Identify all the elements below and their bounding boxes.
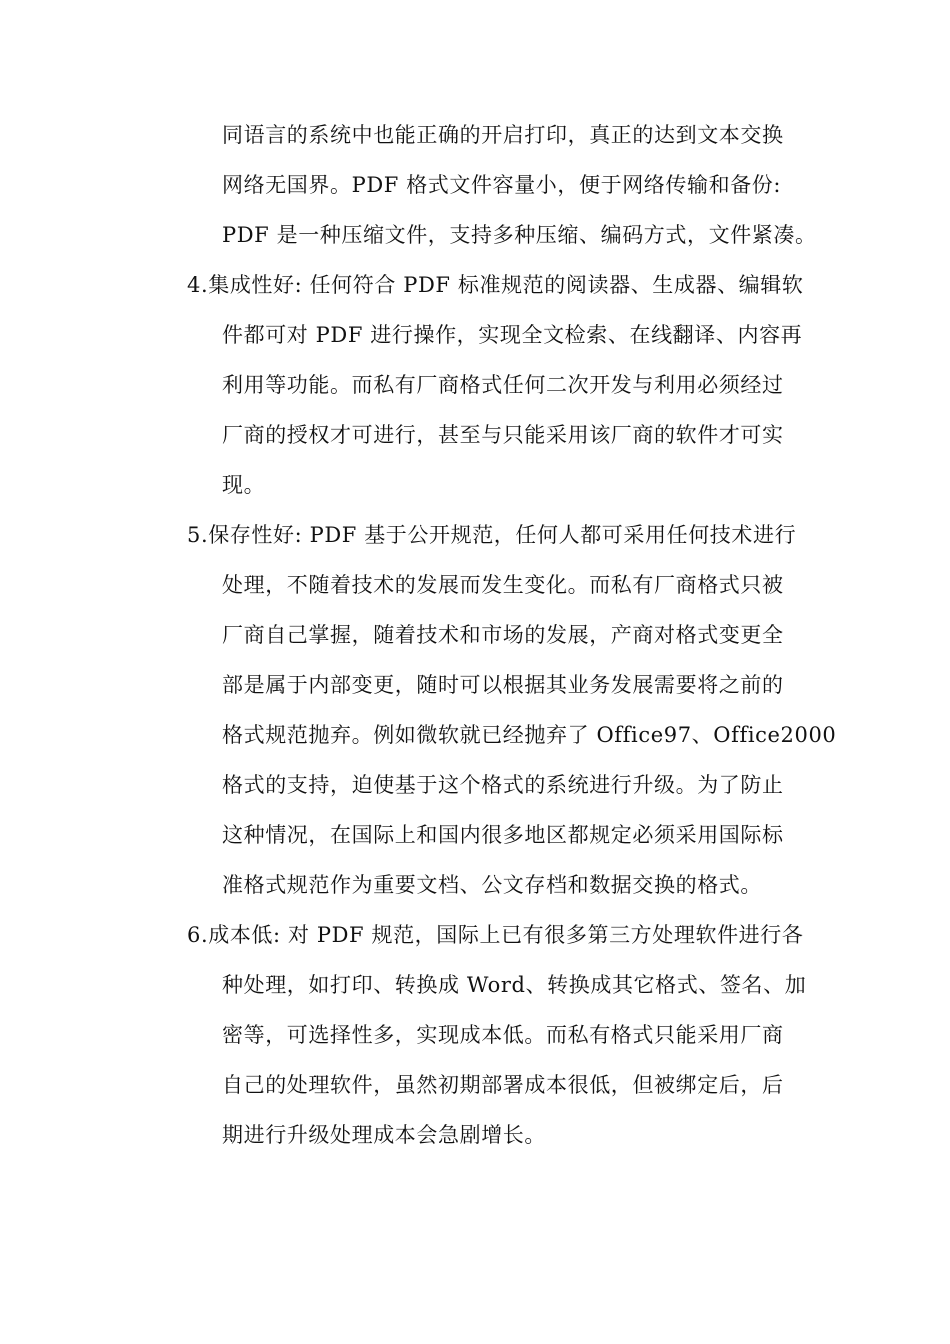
text-line: 密等，可选择性多，实现成本低。而私有格式只能采用厂商	[222, 1023, 784, 1047]
text-line: 格式的支持，迫使基于这个格式的系统进行升级。为了防止	[222, 773, 784, 797]
text-line: 厂商的授权才可进行，甚至与只能采用该厂商的软件才可实	[222, 423, 784, 447]
list-item-5-heading: 5.保存性好: PDF 基于公开规范，任何人都可采用任何技术进行	[187, 523, 797, 547]
text-line: 网络无国界。PDF 格式文件容量小，便于网络传输和备份:	[222, 173, 782, 197]
text-line: 同语言的系统中也能正确的开启打印，真正的达到文本交换	[222, 123, 784, 147]
text-line: 期进行升级处理成本会急剧增长。	[222, 1123, 546, 1147]
text-line: 处理，不随着技术的发展而发生变化。而私有厂商格式只被	[222, 573, 784, 597]
text-line: 部是属于内部变更，随时可以根据其业务发展需要将之前的	[222, 673, 784, 697]
text-line: PDF 是一种压缩文件，支持多种压缩、编码方式，文件紧凑。	[222, 223, 817, 247]
text-line: 件都可对 PDF 进行操作，实现全文检索、在线翻译、内容再	[222, 323, 803, 347]
text-line: 准格式规范作为重要文档、公文存档和数据交换的格式。	[222, 873, 762, 897]
list-item-4-heading: 4.集成性好: 任何符合 PDF 标准规范的阅读器、生成器、编辑软	[187, 273, 804, 297]
text-line: 自己的处理软件，虽然初期部署成本很低，但被绑定后，后	[222, 1073, 784, 1097]
text-line: 这种情况，在国际上和国内很多地区都规定必须采用国际标	[222, 823, 784, 847]
list-item-6-heading: 6.成本低: 对 PDF 规范，国际上已有很多第三方处理软件进行各	[187, 923, 804, 947]
text-line: 现。	[222, 473, 266, 497]
text-line: 格式规范抛弃。例如微软就已经抛弃了 Office97、Office2000	[222, 723, 837, 747]
text-line: 利用等功能。而私有厂商格式任何二次开发与利用必须经过	[222, 373, 784, 397]
text-line: 种处理，如打印、转换成 Word、转换成其它格式、签名、加	[222, 973, 807, 997]
text-line: 厂商自己掌握，随着技术和市场的发展，产商对格式变更全	[222, 623, 784, 647]
